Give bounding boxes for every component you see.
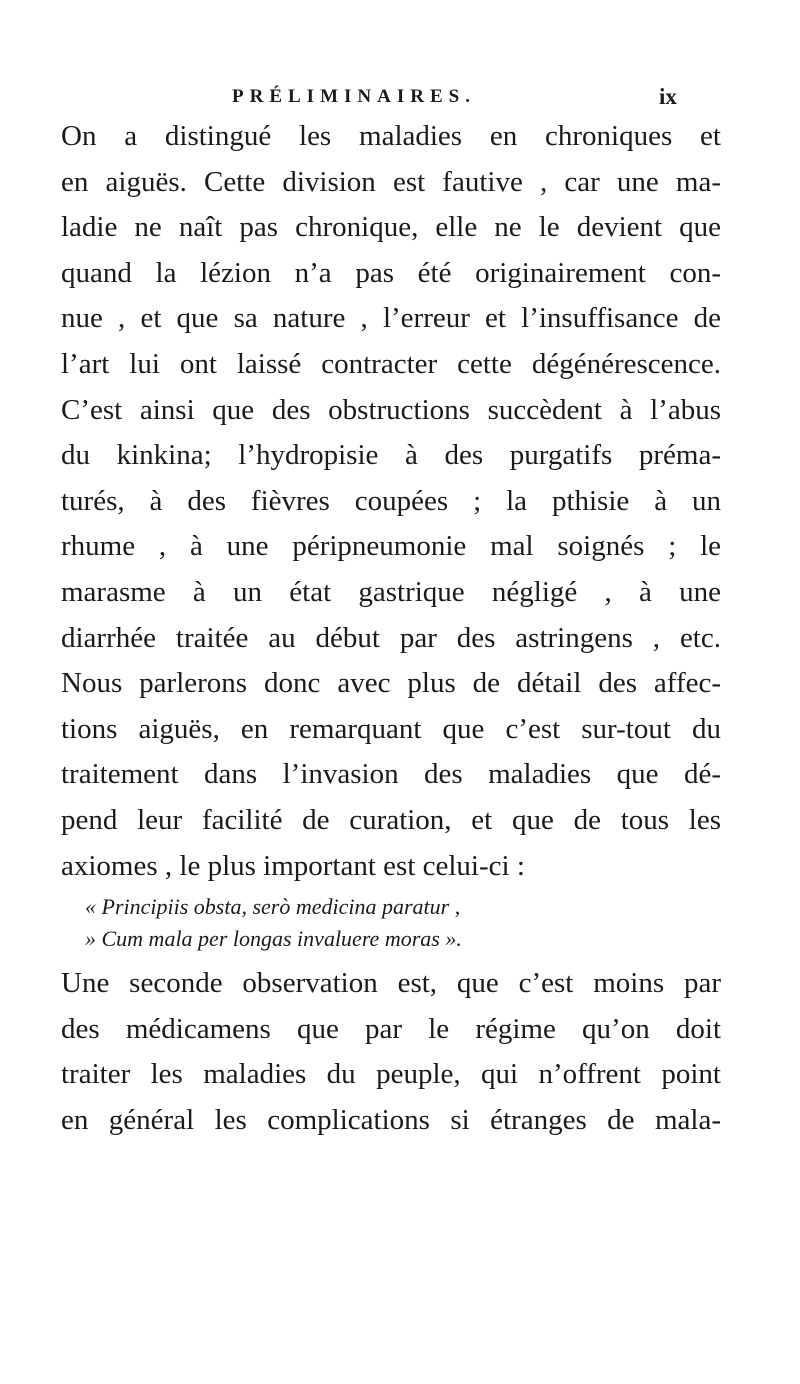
running-title: PRÉLIMINAIRES.	[232, 86, 476, 107]
running-head	[0, 86, 800, 116]
text-line: ladie ne naît pas chronique, elle ne le devient que	[61, 211, 721, 244]
text-line: en aiguës. Cette division est fautive , car une ma-	[61, 165, 721, 198]
text-line: du kinkina; l’hydropisie à des purgatifs préma-	[61, 439, 721, 472]
text-line: On a distingué les maladies en chroniques et	[61, 120, 721, 152]
text-line: en général les complications si étranges de mala-	[61, 1103, 721, 1136]
text-line: pend leur facilité de curation, et que de tous les	[61, 803, 721, 836]
text-line: Une seconde observation est, que c’est moins par	[61, 967, 721, 1000]
text-line: l’art lui ont laissé contracter cette dégénérescence.	[61, 347, 721, 380]
text-line: traiter les maladies du peuple, qui n’offrent point	[61, 1058, 721, 1091]
text-line: quand la lézion n’a pas été originairement con-	[61, 256, 721, 289]
text-line: tions aiguës, en remarquant que c’est sur-tout du	[61, 712, 721, 745]
latin-quote-line: » Cum mala per longas invaluere moras ».	[85, 926, 462, 952]
text-line: traitement dans l’invasion des maladies que dé-	[61, 758, 721, 791]
text-line: nue , et que sa nature , l’erreur et l’insuffisance de	[61, 302, 721, 335]
text-line: turés, à des fièvres coupées ; la pthisie à un	[61, 484, 721, 517]
body-text	[61, 114, 721, 1143]
page-number: ix	[659, 84, 677, 109]
text-line: des médicamens que par le régime qu’on doit	[61, 1012, 721, 1045]
latin-quote-line: « Principiis obsta, serò medicina paratur ,	[85, 894, 461, 920]
text-line: diarrhée traitée au début par des astringens , etc.	[61, 621, 721, 654]
text-line: C’est ainsi que des obstructions succèdent à l’abus	[61, 393, 721, 426]
text-line: marasme à un état gastrique négligé , à une	[61, 575, 721, 608]
text-line: Nous parlerons donc avec plus de détail des affec-	[61, 667, 721, 700]
text-line: rhume , à une péripneumonie mal soignés ; le	[61, 530, 721, 563]
text-line: axiomes , le plus important est celui-ci :	[61, 849, 525, 882]
